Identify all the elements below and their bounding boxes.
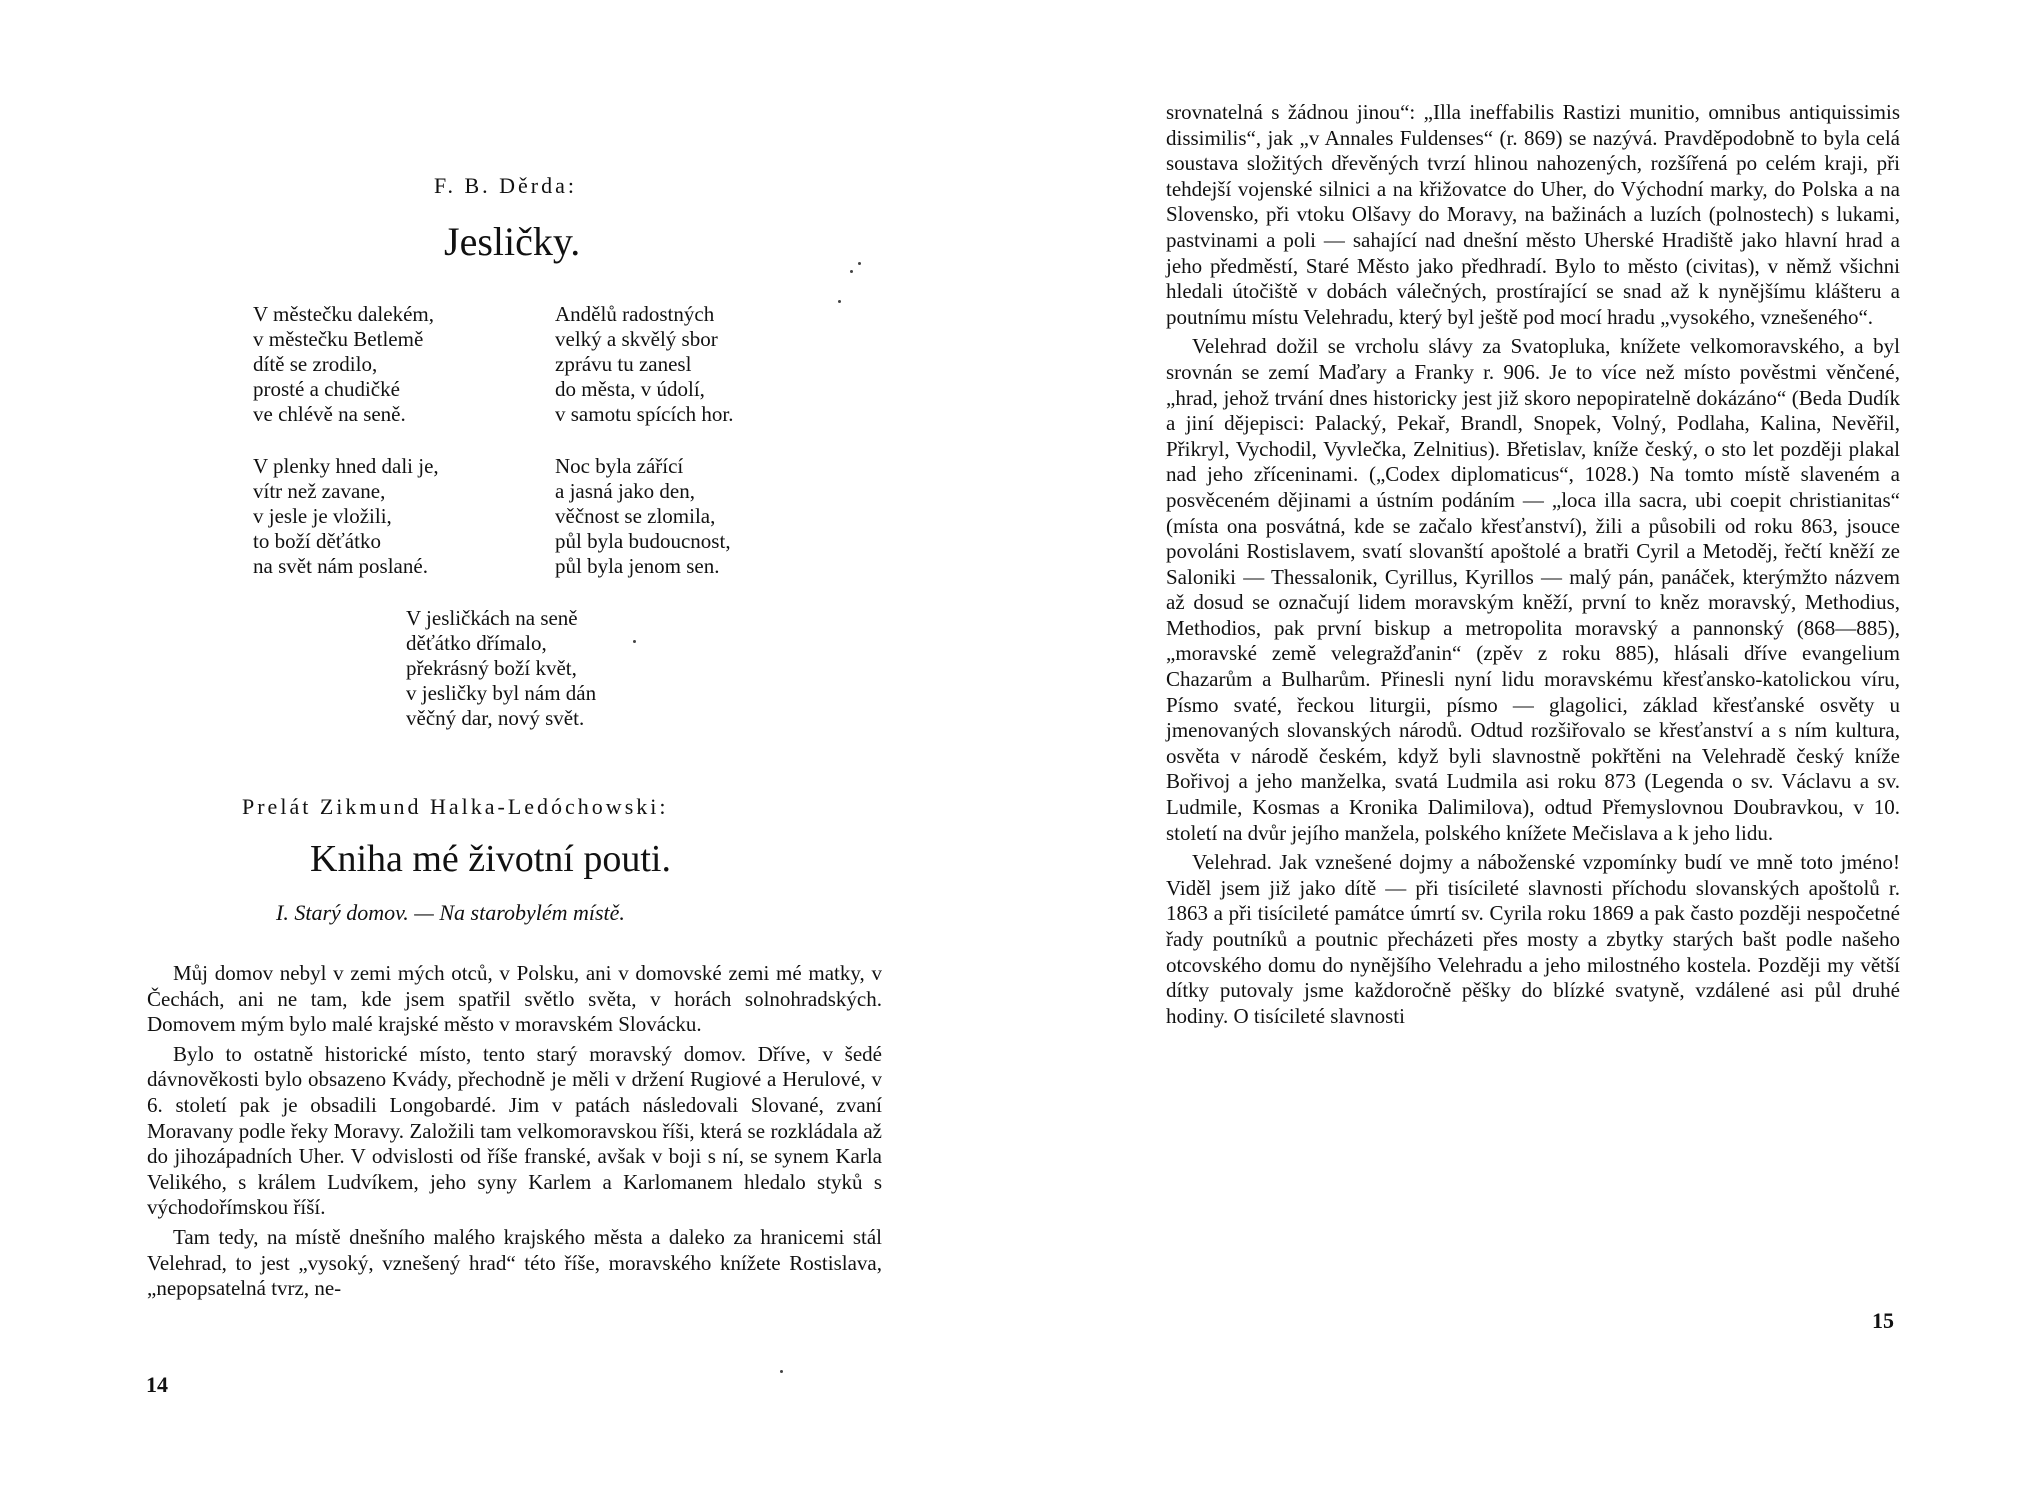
poem-line: věčnost se zlomila,: [555, 504, 716, 528]
poem-stanza-2: [555, 302, 733, 427]
poem-line: v městečku Betlemě: [253, 327, 424, 351]
scan-speck: [633, 640, 636, 643]
paragraph: Velehrad. Jak vznešené dojmy a náboženské vzpomínky budí ve mně toto jméno! Viděl jsem již jako dítě — při tisícileté slavnosti příchodu slovanských apoštolů r. 1863 a při tisícileté památce úmrtí sv. Cyrila roku 1869 a pak často později nespočetné řady poutníků a poutnic přecházeti přes mosty a zbytky starých bašt podle našeho otcovského domu do nynějšího Velehradu a jeho milostného kostela. Později my větší dítky putovaly jsme každoročně pěšky do blízké svatyně, vzdálené asi půl druhé hodiny. O tisícileté slavnosti: [1166, 850, 1900, 1028]
poem-line: Noc byla zářící: [555, 454, 684, 478]
memoir-text: [147, 961, 882, 1306]
poem-line: ve chlévě na seně.: [253, 402, 406, 426]
poem-line: v jesle je vložili,: [253, 504, 392, 528]
paragraph: Můj domov nebyl v zemi mých otců, v Polsku, ani v domovské zemi mé matky, v Čechách, ani ne tam, kde jsem spatřil světlo světa, v horách solnohradských. Domovem mým bylo malé krajské město v moravském Slovácku.: [147, 961, 882, 1037]
poem-line: překrásný boží květ,: [406, 656, 577, 680]
poem-line: na svět nám poslané.: [253, 554, 428, 578]
scan-speck: [780, 1370, 783, 1373]
poem-line: dítě se zrodilo,: [253, 352, 378, 376]
poem-line: V plenky hned dali je,: [253, 454, 439, 478]
page-number: 14: [146, 1372, 168, 1397]
poem-line: vítr než zavane,: [253, 479, 386, 503]
poem-line: v samotu spících hor.: [555, 402, 734, 426]
scan-speck: [838, 300, 841, 303]
paragraph: Bylo to ostatně historické místo, tento starý moravský domov. Dříve, v šedé dávnověkosti bylo obsazeno Kvády, přechodně je měli v držení Rugiové a Herulové, v 6. století pak je obsadili Longobardé. Jim v patách následovali Slované, zvaní Moravany podle řeky Moravy. Založili tam velkomoravskou říši, která se rozkládala až do jihozápadních Uher. V odvislosti od říše franské, avšak v boji s ní, se synem Karla Velikého, s králem Ludvíkem, jeho syny Karlem a Karlomanem hledalo styků s východořímskou říší.: [147, 1041, 882, 1220]
poem-line: zprávu tu zanesl: [555, 352, 692, 376]
paragraph: Tam tedy, na místě dnešního malého krajského města a daleko za hranicemi stál Velehrad, to jest „vysoký, vznešený hrad“ této říše, moravského knížete Rostislava, „nepopsatelná tvrz, ne-: [147, 1224, 882, 1301]
poem-author: F. B. Děrda:: [434, 173, 578, 198]
scan-speck: [858, 262, 861, 265]
scan-speck: [850, 270, 853, 273]
memoir-subtitle: I. Starý domov. — Na starobylém místě.: [276, 900, 625, 925]
paragraph: Velehrad dožil se vrcholu slávy za Svatopluka, knížete velkomoravského, a byl srovnán se zemí Maďary a Franky r. 906. Je to více než místo pověstmi věnčené, „hrad, jehož trvání dnes historicky jest již skoro nepopiratelně dokázáno“ (Beda Dudík a jiní dějepisci: Palacký, Pekař, Brandl, Snopek, Volný, Podlaha, Kalina, Nevěřil, Přikryl, Vychodil, Vyvlečka, Zelnitius). Břetislav, kníže český, o sto let později plakal nad jeho zříceninami. („Codex diplomaticus“, 1028.) Na tomto místě slaveném a posvěceném dějinami a ústním podáním — „loca illa sacra, ubi coepit christianitas“ (místa ona posvátná, kde se začalo křesťanství), žili a působili od roku 863, jsouce povoláni Rostislavem, svatí slovanští apoštolé a bratři Cyril a Metoděj, řečtí kněží ze Saloniki — Thessalonik, Cyrillus, Kyrillos — malý pán, panáček, kterýmžto názvem až dosud se označují lidem moravským kněží, první to kněz moravský, Methodius, Methodios, pak první biskup a metropolita moravský a pannonský (868—885), „moravské země velegražďanin“ (zpěv z roku 885), hlásali dříve evangelium Chazarům a Bulharům. Přinesli nyní lidu moravskému křesťansko-katolickou víru, Písmo svaté, řeckou liturgii, písmo — glagolici, základ křesťanské osvěty u jmenovaných slovanských národů. Odtud rozšiřovalo se křesťanství a s ním kultura, osvěta v národě českém, když byli slavnostně pokřtěni na Velehradě český kníže Bořivoj a jeho manželka, svatá Ludmila asi roku 873 (Legenda o sv. Václavu a sv. Ludmile, Kosmas a Kronika Dalimilova), odtud Přemyslovnou Doubravkou, v 10. století na dvůr jejího manžela, polského knížete Mečislava a k jeho lidu.: [1166, 334, 1900, 845]
poem-line: Andělů radostných: [555, 302, 715, 326]
poem-line: do města, v údolí,: [555, 377, 705, 401]
left-page: [140, 0, 900, 1500]
poem-stanza-3: [253, 454, 439, 579]
poem-stanza-5: [406, 606, 596, 731]
poem-line: velký a skvělý sbor: [555, 327, 718, 351]
poem-line: to boží děťátko: [253, 529, 381, 553]
paragraph: srovnatelná s žádnou jinou“: „Illa ineffabilis Rastizi munitio, omnibus antiquissimis dissimilis“, jak „v Annales Fuldenses“ (r. 869) se nazývá. Pravděpodobně to byla celá soustava složitých dřevěných tvrzí hlinou nahozených, rozšířená po celém kraji, při tehdejší vojenské silnici a na křižovatce do Uher, do Východní marky, do Polska a na Slovensko, při vtoku Olšavy do Moravy, na bažinách a luzích (polnostech) s lukami, pastvinami a poli — sahající nad dnešní město Uherské Hradiště jako hlavní hrad a jeho předměstí, Staré Město jako předhradí. Bylo to město (civitas), v němž všichni hledali útočiště v dobách válečných, prostírající se snad až k nynějšímu klášteru a poutnímu místu Velehradu, který byl ještě pod mocí hradu „vysokého, vznešeného“.: [1166, 100, 1900, 329]
poem-line: půl byla jenom sen.: [555, 554, 720, 578]
poem-stanza-1: [253, 302, 434, 427]
poem-line: věčný dar, nový svět.: [406, 706, 585, 730]
poem-line: V městečku dalekém,: [253, 302, 434, 326]
page-number: 15: [1872, 1308, 1894, 1333]
poem-line: V jesličkách na seně: [406, 606, 578, 630]
poem-stanza-4: [555, 454, 731, 579]
poem-line: prosté a chudičké: [253, 377, 400, 401]
poem-line: děťátko dřímalo,: [406, 631, 547, 655]
poem-line: v jesličky byl nám dán: [406, 681, 597, 705]
right-page: [1160, 0, 1900, 1500]
memoir-author: Prelát Zikmund Halka-Ledóchowski:: [242, 794, 669, 819]
memoir-title: Kniha mé životní pouti.: [310, 838, 671, 880]
poem-line: půl byla budoucnost,: [555, 529, 731, 553]
poem-line: a jasná jako den,: [555, 479, 695, 503]
right-page-text: [1166, 100, 1900, 1033]
poem-title: Jesličky.: [444, 219, 581, 264]
